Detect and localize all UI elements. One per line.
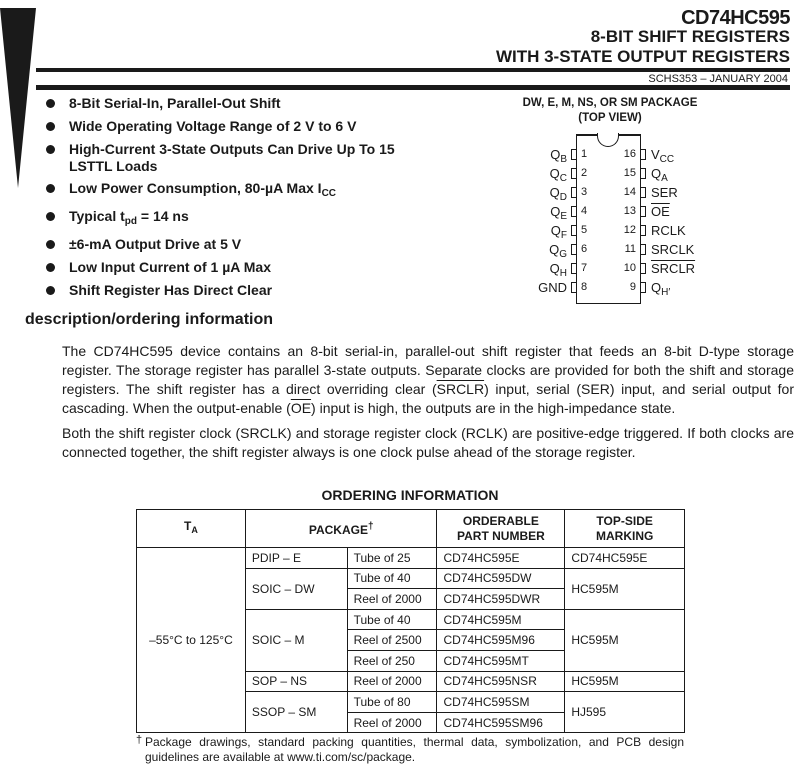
pin-left-4 (500, 202, 576, 221)
part-number-cell: CD74HC595SM96 (437, 712, 565, 733)
pin-right-11 (641, 240, 721, 259)
pin-name: $Q_B$ (550, 147, 567, 165)
pin-name: SRCLR (651, 261, 696, 276)
pin-lead (571, 149, 576, 160)
pin-name: $Q_F$ (550, 223, 567, 241)
pin-left-8 (500, 278, 576, 297)
pin-number: 16 (623, 148, 636, 160)
ordering-table (136, 509, 685, 733)
pin-name: $V_{CC}$ (651, 147, 675, 165)
pin-lead (641, 282, 646, 293)
pin-name: GND (538, 280, 567, 295)
package-cell: SSOP – SM (245, 692, 347, 733)
bullet-icon (46, 145, 55, 154)
pin-number: 14 (623, 186, 636, 198)
temp-range-cell: –55°C to 125°C (137, 548, 246, 733)
pin-number: 10 (623, 262, 636, 274)
feature-item: 8-Bit Serial-In, Parallel-Out Shift (46, 95, 406, 112)
pin-number: 9 (629, 281, 636, 293)
pin-number: 2 (581, 167, 588, 179)
pin-name: $Q_{H'}$ (651, 280, 671, 298)
pin-name: RCLK (651, 223, 686, 238)
bullet-icon (46, 122, 55, 131)
bullet-icon (46, 212, 55, 221)
pin-right-14 (641, 183, 721, 202)
package-cell: SOIC – M (245, 609, 347, 671)
pin-lead (641, 187, 646, 198)
pin-number: 8 (581, 281, 588, 293)
pin-left-6 (500, 240, 576, 259)
pin-left-7 (500, 259, 576, 278)
part-number-cell: CD74HC595MT (437, 650, 565, 671)
package-cell: SOP – NS (245, 671, 347, 692)
package-title: DW, E, M, NS, OR SM PACKAGE (522, 97, 698, 109)
part-number-cell: CD74HC595E (437, 548, 565, 569)
pin-left-5 (500, 221, 576, 240)
feature-item: Wide Operating Voltage Range of 2 V to 6 V (46, 118, 406, 135)
pin-number: 11 (624, 243, 636, 255)
pin-right-16 (641, 145, 721, 164)
marking-cell: CD74HC595E (565, 548, 685, 569)
feature-item: Typical $t_{pd} = 14$ ns (46, 208, 406, 230)
bullet-icon (46, 263, 55, 272)
pin-name: $Q_E$ (550, 204, 567, 222)
pin-left-1 (500, 145, 576, 164)
pin-name: SER (651, 185, 678, 200)
title-line-2: WITH 3-STATE OUTPUT REGISTERS (495, 47, 790, 66)
pin-right-12 (641, 221, 721, 240)
pin-number: 7 (581, 262, 588, 274)
packing-cell: Reel of 2500 (347, 630, 437, 651)
part-number-cell: CD74HC595NSR (437, 671, 565, 692)
part-number-cell: CD74HC595M (437, 609, 565, 630)
package-cell: SOIC – DW (245, 568, 347, 609)
pin-lead (641, 263, 646, 274)
description-paragraph: The CD74HC595 device contains an 8-bit serial-in, parallel-out shift register that feeds an 8-bit D-type storage register. The storage register has parallel 3-state outputs. Separate clocks are provided for both the shift and storage registers. The shift register has a direct overriding clear (SRCLR) input, serial (SER) input, and serial output for cascading. When the output-enable $(\overline{OE})$ input is high, the outputs are in the high-impedance state. (62, 343, 794, 416)
footnote: † Package drawings, standard packing quantities, thermal data, symbolization, and PCB design guidelines are available at www.ti.com/sc/package. (136, 734, 684, 764)
pin-name: $Q_D$ (549, 185, 567, 203)
pin-number: 15 (623, 167, 636, 179)
header-package: PACKAGE† (245, 510, 437, 548)
ordering-table-title: ORDERING INFORMATION (321, 487, 499, 503)
packing-cell: Tube of 40 (347, 609, 437, 630)
dagger-mark: † (136, 734, 143, 746)
header-marking: TOP-SIDE MARKING (565, 510, 685, 548)
pin-name: $Q_C$ (549, 166, 567, 184)
feature-item: Low Power Consumption, 80-µA Max $I_{CC}$ (46, 180, 406, 202)
part-number-heading: CD74HC595 (681, 7, 790, 29)
bullet-icon (46, 99, 55, 108)
feature-item: Shift Register Has Direct Clear (46, 282, 406, 299)
bullet-icon (46, 286, 55, 295)
package-view-label: (TOP VIEW) (578, 112, 642, 124)
pin-lead (641, 206, 646, 217)
packing-cell: Reel of 2000 (347, 712, 437, 733)
pin-lead (641, 225, 646, 236)
header-orderable: ORDERABLE PART NUMBER (437, 510, 565, 548)
pin-right-15 (641, 164, 721, 183)
pin-right-10 (641, 259, 721, 278)
pin-lead (571, 187, 576, 198)
clock-paragraph: Both the shift register clock (SRCLK) and storage register clock (RCLK) are positive-edge triggered. If both clocks are connected together, the shift register always is one clock pulse ahead of the storage register. (62, 425, 794, 460)
marking-cell: HC595M (565, 671, 685, 692)
header-wedge-graphic (0, 8, 36, 188)
pin-lead (571, 282, 576, 293)
header-rule-lower (36, 85, 790, 90)
pin-left-2 (500, 164, 576, 183)
pin-name: $Q_H$ (549, 261, 567, 279)
pin-right-9 (641, 278, 721, 297)
pin-lead (571, 206, 576, 217)
pin-lead (571, 168, 576, 179)
pin-name: $\overline{OE}$ (651, 204, 670, 219)
feature-item: High-Current 3-State Outputs Can Drive Up To 15 LSTTL Loads (46, 141, 406, 175)
pin-number: 3 (581, 186, 588, 198)
marking-cell: HJ595 (565, 692, 685, 733)
packing-cell: Tube of 40 (347, 568, 437, 589)
header-rule (36, 68, 790, 72)
packing-cell: Tube of 80 (347, 692, 437, 713)
pin-lead (641, 149, 646, 160)
part-number-cell: CD74HC595DW (437, 568, 565, 589)
packing-cell: Tube of 25 (347, 548, 437, 569)
header-ta: $T_A$ (137, 510, 246, 548)
pin-number: 4 (581, 205, 588, 217)
pin-left-3 (500, 183, 576, 202)
feature-list (46, 95, 406, 305)
pin-name: SRCLK (651, 242, 695, 257)
part-number-cell: CD74HC595DWR (437, 589, 565, 610)
pin-number: 5 (581, 224, 588, 236)
pin-lead (571, 244, 576, 255)
section-heading: description/ordering information (25, 311, 274, 328)
feature-item: Low Input Current of 1 µA Max (46, 259, 406, 276)
pin-name: $Q_A$ (651, 166, 668, 184)
table-row (137, 548, 685, 569)
package-cell: PDIP – E (245, 548, 347, 569)
packing-cell: Reel of 250 (347, 650, 437, 671)
pin-name: $Q_G$ (549, 242, 567, 260)
feature-item: ±6-mA Output Drive at 5 V (46, 236, 406, 253)
pin-number: 12 (623, 224, 636, 236)
pin-lead (571, 263, 576, 274)
pin-lead (571, 225, 576, 236)
part-number-cell: CD74HC595SM (437, 692, 565, 713)
pin-lead (641, 244, 646, 255)
bullet-icon (46, 240, 55, 249)
pin-number: 6 (581, 243, 588, 255)
packing-cell: Reel of 2000 (347, 589, 437, 610)
pin-number: 13 (623, 205, 636, 217)
title-line-1: 8-BIT SHIFT REGISTERS (590, 27, 790, 46)
pin-lead (641, 168, 646, 179)
packing-cell: Reel of 2000 (347, 671, 437, 692)
bullet-icon (46, 184, 55, 193)
marking-cell: HC595M (565, 609, 685, 671)
pin-number: 1 (581, 148, 588, 160)
document-number: SCHS353 – JANUARY 2004 (648, 73, 788, 85)
pin-right-13 (641, 202, 721, 221)
part-number-cell: CD74HC595M96 (437, 630, 565, 651)
marking-cell: HC595M (565, 568, 685, 609)
